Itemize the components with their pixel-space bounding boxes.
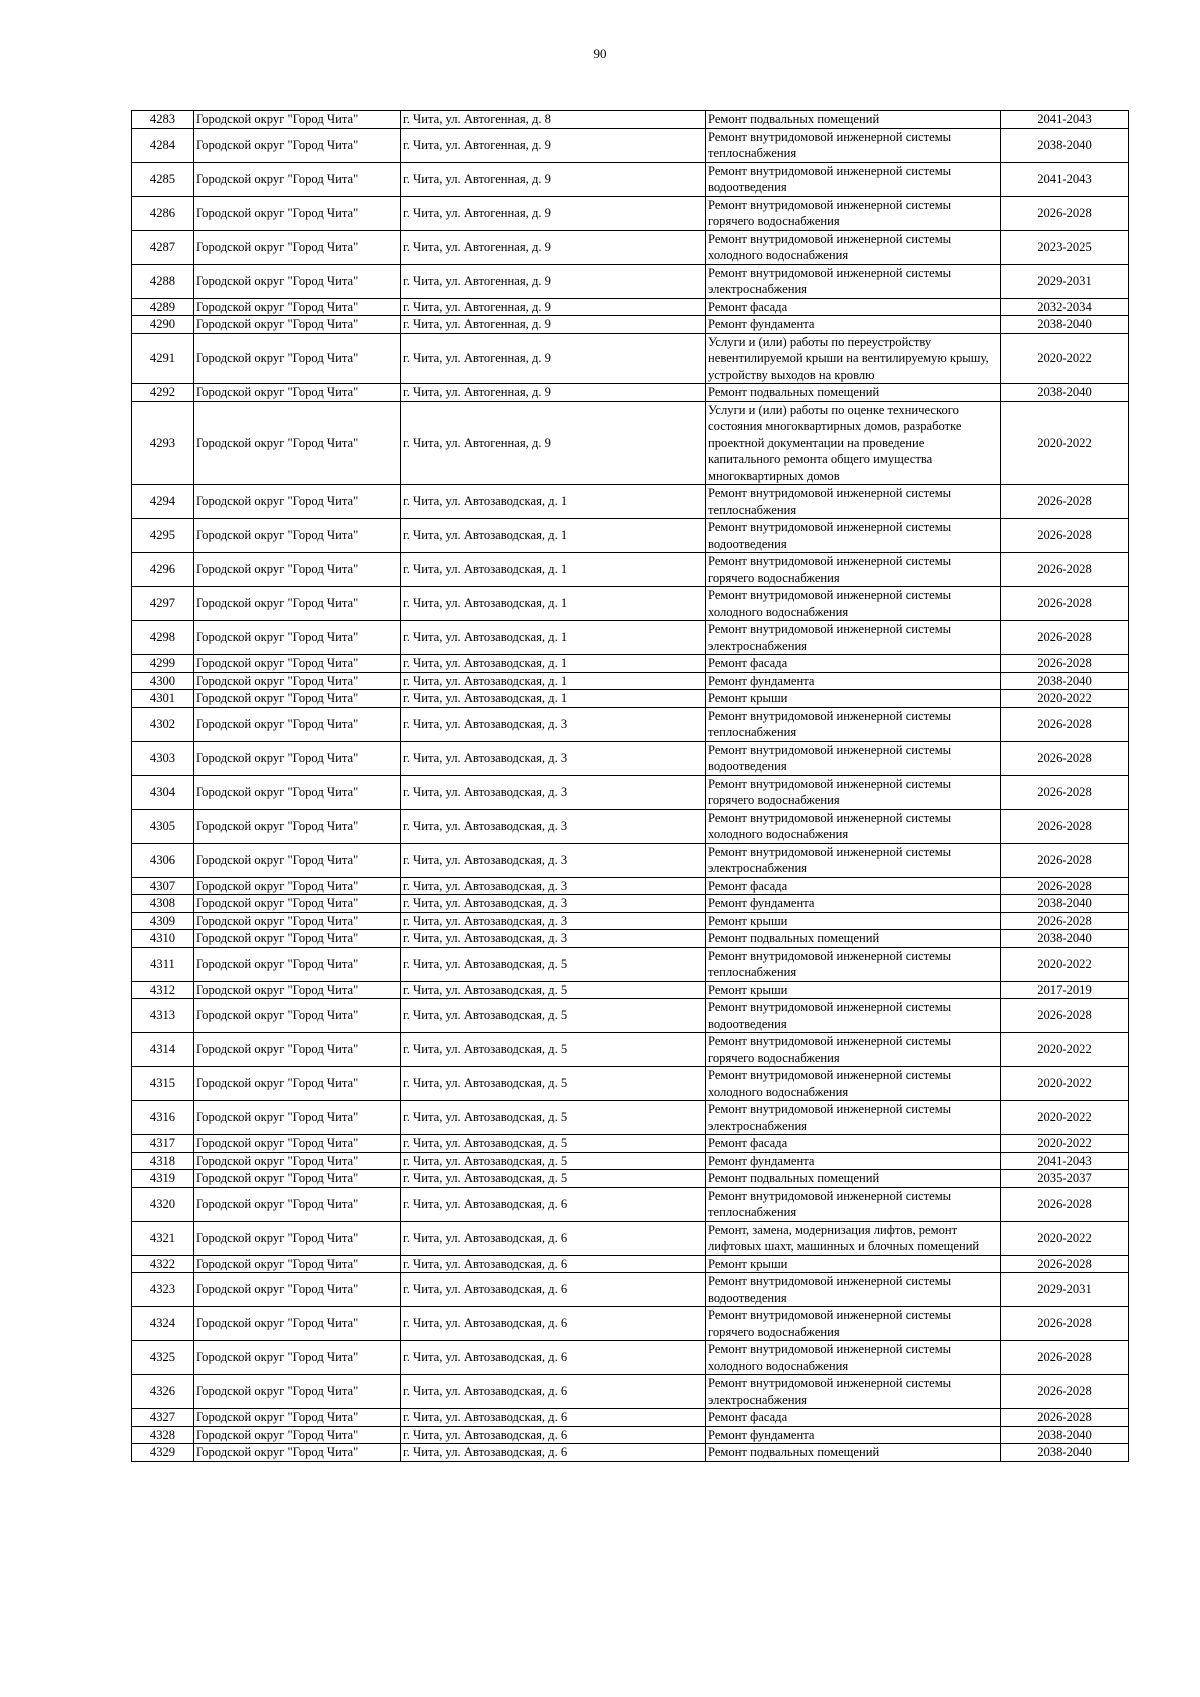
address-cell: г. Чита, ул. Автозаводская, д. 3 [401, 895, 706, 913]
municipality-cell: Городской округ "Город Чита" [194, 912, 401, 930]
period-cell: 2026-2028 [1001, 553, 1129, 587]
table-row [132, 775, 1129, 809]
row-number-cell: 4294 [132, 485, 194, 519]
work-type-cell: Ремонт внутридомовой инженерной системы электроснабжения [706, 1375, 1001, 1409]
work-type-cell: Ремонт внутридомовой инженерной системы холодного водоснабжения [706, 809, 1001, 843]
period-cell: 2026-2028 [1001, 519, 1129, 553]
row-number-cell: 4301 [132, 690, 194, 708]
address-cell: г. Чита, ул. Автозаводская, д. 3 [401, 930, 706, 948]
work-type-cell: Ремонт фундамента [706, 1152, 1001, 1170]
row-number-cell: 4295 [132, 519, 194, 553]
work-type-cell: Ремонт внутридомовой инженерной системы холодного водоснабжения [706, 587, 1001, 621]
period-cell: 2026-2028 [1001, 999, 1129, 1033]
table-body [132, 111, 1129, 1462]
table-row [132, 1426, 1129, 1444]
work-type-cell: Ремонт, замена, модернизация лифтов, ремонт лифтовых шахт, машинных и блочных помещений [706, 1221, 1001, 1255]
work-type-cell: Ремонт крыши [706, 912, 1001, 930]
period-cell: 2038-2040 [1001, 1426, 1129, 1444]
row-number-cell: 4298 [132, 621, 194, 655]
work-type-cell: Ремонт внутридомовой инженерной системы водоотведения [706, 1273, 1001, 1307]
municipality-cell: Городской округ "Город Чита" [194, 401, 401, 485]
work-type-cell: Ремонт внутридомовой инженерной системы электроснабжения [706, 264, 1001, 298]
table-row [132, 111, 1129, 129]
municipality-cell: Городской округ "Город Чита" [194, 809, 401, 843]
row-number-cell: 4288 [132, 264, 194, 298]
address-cell: г. Чита, ул. Автозаводская, д. 5 [401, 1170, 706, 1188]
table-row [132, 741, 1129, 775]
period-cell: 2038-2040 [1001, 672, 1129, 690]
work-type-cell: Ремонт внутридомовой инженерной системы электроснабжения [706, 1101, 1001, 1135]
row-number-cell: 4324 [132, 1307, 194, 1341]
period-cell: 2020-2022 [1001, 947, 1129, 981]
row-number-cell: 4308 [132, 895, 194, 913]
municipality-cell: Городской округ "Город Чита" [194, 981, 401, 999]
row-number-cell: 4289 [132, 298, 194, 316]
address-cell: г. Чита, ул. Автозаводская, д. 5 [401, 1067, 706, 1101]
municipality-cell: Городской округ "Город Чита" [194, 1152, 401, 1170]
table-row [132, 333, 1129, 384]
period-cell: 2020-2022 [1001, 690, 1129, 708]
address-cell: г. Чита, ул. Автозаводская, д. 6 [401, 1426, 706, 1444]
address-cell: г. Чита, ул. Автогенная, д. 9 [401, 333, 706, 384]
table-row [132, 1444, 1129, 1462]
row-number-cell: 4316 [132, 1101, 194, 1135]
address-cell: г. Чита, ул. Автогенная, д. 9 [401, 316, 706, 334]
period-cell: 2026-2028 [1001, 196, 1129, 230]
address-cell: г. Чита, ул. Автозаводская, д. 6 [401, 1307, 706, 1341]
table-row [132, 1273, 1129, 1307]
row-number-cell: 4302 [132, 707, 194, 741]
address-cell: г. Чита, ул. Автозаводская, д. 3 [401, 912, 706, 930]
municipality-cell: Городской округ "Город Чита" [194, 553, 401, 587]
row-number-cell: 4313 [132, 999, 194, 1033]
period-cell: 2026-2028 [1001, 707, 1129, 741]
table-row [132, 230, 1129, 264]
work-type-cell: Ремонт внутридомовой инженерной системы водоотведения [706, 741, 1001, 775]
table-row [132, 707, 1129, 741]
municipality-cell: Городской округ "Город Чита" [194, 1221, 401, 1255]
period-cell: 2041-2043 [1001, 1152, 1129, 1170]
address-cell: г. Чита, ул. Автозаводская, д. 1 [401, 672, 706, 690]
municipality-cell: Городской округ "Город Чита" [194, 1409, 401, 1427]
period-cell: 2023-2025 [1001, 230, 1129, 264]
municipality-cell: Городской округ "Город Чита" [194, 111, 401, 129]
work-type-cell: Ремонт подвальных помещений [706, 111, 1001, 129]
address-cell: г. Чита, ул. Автозаводская, д. 6 [401, 1221, 706, 1255]
table-row [132, 809, 1129, 843]
period-cell: 2026-2028 [1001, 775, 1129, 809]
work-type-cell: Ремонт подвальных помещений [706, 1444, 1001, 1462]
work-type-cell: Услуги и (или) работы по переустройству невентилируемой крыши на вентилируемую крышу, устройству выходов на кровлю [706, 333, 1001, 384]
work-type-cell: Ремонт фасада [706, 298, 1001, 316]
municipality-cell: Городской округ "Город Чита" [194, 1375, 401, 1409]
period-cell: 2026-2028 [1001, 741, 1129, 775]
address-cell: г. Чита, ул. Автозаводская, д. 1 [401, 587, 706, 621]
municipality-cell: Городской округ "Город Чита" [194, 707, 401, 741]
row-number-cell: 4287 [132, 230, 194, 264]
row-number-cell: 4293 [132, 401, 194, 485]
period-cell: 2026-2028 [1001, 843, 1129, 877]
municipality-cell: Городской округ "Город Чита" [194, 877, 401, 895]
address-cell: г. Чита, ул. Автогенная, д. 9 [401, 128, 706, 162]
work-type-cell: Ремонт внутридомовой инженерной системы водоотведения [706, 519, 1001, 553]
work-type-cell: Ремонт крыши [706, 1255, 1001, 1273]
table-row [132, 981, 1129, 999]
table-row [132, 912, 1129, 930]
municipality-cell: Городской округ "Город Чита" [194, 690, 401, 708]
address-cell: г. Чита, ул. Автозаводская, д. 5 [401, 981, 706, 999]
work-type-cell: Ремонт внутридомовой инженерной системы электроснабжения [706, 843, 1001, 877]
table-row [132, 1187, 1129, 1221]
work-type-cell: Ремонт фасада [706, 877, 1001, 895]
municipality-cell: Городской округ "Город Чита" [194, 655, 401, 673]
table-row [132, 264, 1129, 298]
table-row [132, 384, 1129, 402]
work-type-cell: Ремонт подвальных помещений [706, 384, 1001, 402]
work-type-cell: Ремонт фундамента [706, 895, 1001, 913]
municipality-cell: Городской округ "Город Чита" [194, 775, 401, 809]
row-number-cell: 4329 [132, 1444, 194, 1462]
table-row [132, 519, 1129, 553]
municipality-cell: Городской округ "Город Чита" [194, 1255, 401, 1273]
municipality-cell: Городской округ "Город Чита" [194, 587, 401, 621]
table-row [132, 877, 1129, 895]
row-number-cell: 4312 [132, 981, 194, 999]
work-type-cell: Ремонт внутридомовой инженерной системы горячего водоснабжения [706, 196, 1001, 230]
table-row [132, 587, 1129, 621]
municipality-cell: Городской округ "Город Чита" [194, 264, 401, 298]
period-cell: 2035-2037 [1001, 1170, 1129, 1188]
municipality-cell: Городской округ "Город Чита" [194, 672, 401, 690]
address-cell: г. Чита, ул. Автогенная, д. 9 [401, 384, 706, 402]
table-row [132, 1033, 1129, 1067]
municipality-cell: Городской округ "Город Чита" [194, 895, 401, 913]
table-row [132, 128, 1129, 162]
address-cell: г. Чита, ул. Автозаводская, д. 5 [401, 1101, 706, 1135]
period-cell: 2026-2028 [1001, 877, 1129, 895]
municipality-cell: Городской округ "Город Чита" [194, 1273, 401, 1307]
municipality-cell: Городской округ "Город Чита" [194, 1170, 401, 1188]
address-cell: г. Чита, ул. Автозаводская, д. 1 [401, 621, 706, 655]
row-number-cell: 4304 [132, 775, 194, 809]
row-number-cell: 4320 [132, 1187, 194, 1221]
address-cell: г. Чита, ул. Автозаводская, д. 3 [401, 809, 706, 843]
table-row [132, 843, 1129, 877]
work-type-cell: Ремонт крыши [706, 690, 1001, 708]
table-row [132, 672, 1129, 690]
municipality-cell: Городской округ "Город Чита" [194, 1187, 401, 1221]
period-cell: 2026-2028 [1001, 912, 1129, 930]
municipality-cell: Городской округ "Город Чита" [194, 519, 401, 553]
address-cell: г. Чита, ул. Автогенная, д. 9 [401, 230, 706, 264]
table-row [132, 690, 1129, 708]
work-type-cell: Ремонт внутридомовой инженерной системы холодного водоснабжения [706, 230, 1001, 264]
address-cell: г. Чита, ул. Автозаводская, д. 3 [401, 843, 706, 877]
row-number-cell: 4286 [132, 196, 194, 230]
work-type-cell: Ремонт фасада [706, 1135, 1001, 1153]
municipality-cell: Городской округ "Город Чита" [194, 843, 401, 877]
period-cell: 2026-2028 [1001, 1409, 1129, 1427]
municipality-cell: Городской округ "Город Чита" [194, 741, 401, 775]
table-row [132, 1341, 1129, 1375]
work-type-cell: Ремонт внутридомовой инженерной системы теплоснабжения [706, 947, 1001, 981]
period-cell: 2041-2043 [1001, 111, 1129, 129]
table-row [132, 1135, 1129, 1153]
address-cell: г. Чита, ул. Автозаводская, д. 6 [401, 1409, 706, 1427]
municipality-cell: Городской округ "Город Чита" [194, 1067, 401, 1101]
table-row [132, 1307, 1129, 1341]
work-type-cell: Ремонт подвальных помещений [706, 930, 1001, 948]
table-row [132, 655, 1129, 673]
municipality-cell: Городской округ "Город Чита" [194, 1101, 401, 1135]
period-cell: 2038-2040 [1001, 895, 1129, 913]
period-cell: 2026-2028 [1001, 1341, 1129, 1375]
table-row [132, 1152, 1129, 1170]
work-type-cell: Ремонт внутридомовой инженерной системы горячего водоснабжения [706, 775, 1001, 809]
municipality-cell: Городской округ "Город Чита" [194, 621, 401, 655]
table-row [132, 1067, 1129, 1101]
address-cell: г. Чита, ул. Автозаводская, д. 5 [401, 1152, 706, 1170]
municipality-cell: Городской округ "Город Чита" [194, 1444, 401, 1462]
row-number-cell: 4314 [132, 1033, 194, 1067]
address-cell: г. Чита, ул. Автозаводская, д. 5 [401, 1135, 706, 1153]
repair-schedule-table [131, 110, 1129, 1462]
row-number-cell: 4303 [132, 741, 194, 775]
address-cell: г. Чита, ул. Автозаводская, д. 6 [401, 1187, 706, 1221]
row-number-cell: 4299 [132, 655, 194, 673]
row-number-cell: 4300 [132, 672, 194, 690]
period-cell: 2020-2022 [1001, 1221, 1129, 1255]
period-cell: 2020-2022 [1001, 1135, 1129, 1153]
address-cell: г. Чита, ул. Автозаводская, д. 3 [401, 775, 706, 809]
municipality-cell: Городской округ "Город Чита" [194, 1307, 401, 1341]
work-type-cell: Ремонт крыши [706, 981, 1001, 999]
row-number-cell: 4285 [132, 162, 194, 196]
period-cell: 2020-2022 [1001, 1101, 1129, 1135]
period-cell: 2026-2028 [1001, 1255, 1129, 1273]
municipality-cell: Городской округ "Город Чита" [194, 1135, 401, 1153]
address-cell: г. Чита, ул. Автозаводская, д. 3 [401, 707, 706, 741]
row-number-cell: 4326 [132, 1375, 194, 1409]
row-number-cell: 4317 [132, 1135, 194, 1153]
address-cell: г. Чита, ул. Автозаводская, д. 3 [401, 741, 706, 775]
table-row [132, 298, 1129, 316]
period-cell: 2029-2031 [1001, 264, 1129, 298]
row-number-cell: 4319 [132, 1170, 194, 1188]
row-number-cell: 4310 [132, 930, 194, 948]
municipality-cell: Городской округ "Город Чита" [194, 316, 401, 334]
address-cell: г. Чита, ул. Автозаводская, д. 5 [401, 999, 706, 1033]
row-number-cell: 4283 [132, 111, 194, 129]
address-cell: г. Чита, ул. Автозаводская, д. 1 [401, 690, 706, 708]
row-number-cell: 4327 [132, 1409, 194, 1427]
period-cell: 2020-2022 [1001, 333, 1129, 384]
row-number-cell: 4321 [132, 1221, 194, 1255]
municipality-cell: Городской округ "Город Чита" [194, 333, 401, 384]
address-cell: г. Чита, ул. Автозаводская, д. 6 [401, 1273, 706, 1307]
row-number-cell: 4325 [132, 1341, 194, 1375]
municipality-cell: Городской округ "Город Чита" [194, 298, 401, 316]
period-cell: 2038-2040 [1001, 1444, 1129, 1462]
address-cell: г. Чита, ул. Автозаводская, д. 6 [401, 1255, 706, 1273]
row-number-cell: 4305 [132, 809, 194, 843]
period-cell: 2026-2028 [1001, 1307, 1129, 1341]
municipality-cell: Городской округ "Город Чита" [194, 1426, 401, 1444]
municipality-cell: Городской округ "Город Чита" [194, 384, 401, 402]
period-cell: 2026-2028 [1001, 1375, 1129, 1409]
address-cell: г. Чита, ул. Автогенная, д. 9 [401, 162, 706, 196]
row-number-cell: 4297 [132, 587, 194, 621]
row-number-cell: 4309 [132, 912, 194, 930]
work-type-cell: Ремонт внутридомовой инженерной системы теплоснабжения [706, 485, 1001, 519]
work-type-cell: Ремонт фасада [706, 655, 1001, 673]
row-number-cell: 4291 [132, 333, 194, 384]
period-cell: 2026-2028 [1001, 809, 1129, 843]
work-type-cell: Ремонт фундамента [706, 1426, 1001, 1444]
row-number-cell: 4323 [132, 1273, 194, 1307]
table-row [132, 553, 1129, 587]
table-row [132, 930, 1129, 948]
table-row [132, 895, 1129, 913]
row-number-cell: 4306 [132, 843, 194, 877]
municipality-cell: Городской округ "Город Чита" [194, 1033, 401, 1067]
period-cell: 2020-2022 [1001, 1033, 1129, 1067]
address-cell: г. Чита, ул. Автозаводская, д. 1 [401, 553, 706, 587]
address-cell: г. Чита, ул. Автогенная, д. 9 [401, 196, 706, 230]
address-cell: г. Чита, ул. Автозаводская, д. 5 [401, 947, 706, 981]
table-row [132, 621, 1129, 655]
period-cell: 2038-2040 [1001, 128, 1129, 162]
work-type-cell: Ремонт фасада [706, 1409, 1001, 1427]
table-row [132, 196, 1129, 230]
row-number-cell: 4318 [132, 1152, 194, 1170]
address-cell: г. Чита, ул. Автозаводская, д. 1 [401, 655, 706, 673]
period-cell: 2038-2040 [1001, 316, 1129, 334]
period-cell: 2026-2028 [1001, 587, 1129, 621]
period-cell: 2041-2043 [1001, 162, 1129, 196]
work-type-cell: Ремонт внутридомовой инженерной системы теплоснабжения [706, 128, 1001, 162]
work-type-cell: Ремонт внутридомовой инженерной системы горячего водоснабжения [706, 1033, 1001, 1067]
work-type-cell: Ремонт внутридомовой инженерной системы холодного водоснабжения [706, 1067, 1001, 1101]
municipality-cell: Городской округ "Город Чита" [194, 947, 401, 981]
address-cell: г. Чита, ул. Автогенная, д. 9 [401, 264, 706, 298]
row-number-cell: 4307 [132, 877, 194, 895]
row-number-cell: 4296 [132, 553, 194, 587]
period-cell: 2032-2034 [1001, 298, 1129, 316]
address-cell: г. Чита, ул. Автозаводская, д. 6 [401, 1375, 706, 1409]
work-type-cell: Ремонт внутридомовой инженерной системы горячего водоснабжения [706, 553, 1001, 587]
address-cell: г. Чита, ул. Автозаводская, д. 3 [401, 877, 706, 895]
table-row [132, 1409, 1129, 1427]
page-number: 90 [593, 46, 607, 61]
table-row [132, 1221, 1129, 1255]
table-row [132, 999, 1129, 1033]
table-row [132, 1255, 1129, 1273]
address-cell: г. Чита, ул. Автогенная, д. 8 [401, 111, 706, 129]
work-type-cell: Ремонт внутридомовой инженерной системы водоотведения [706, 999, 1001, 1033]
municipality-cell: Городской округ "Город Чита" [194, 999, 401, 1033]
period-cell: 2020-2022 [1001, 1067, 1129, 1101]
period-cell: 2026-2028 [1001, 485, 1129, 519]
table-row [132, 1375, 1129, 1409]
municipality-cell: Городской округ "Город Чита" [194, 162, 401, 196]
address-cell: г. Чита, ул. Автозаводская, д. 1 [401, 519, 706, 553]
address-cell: г. Чита, ул. Автозаводская, д. 6 [401, 1444, 706, 1462]
table-row [132, 401, 1129, 485]
row-number-cell: 4311 [132, 947, 194, 981]
work-type-cell: Ремонт фундамента [706, 672, 1001, 690]
period-cell: 2026-2028 [1001, 655, 1129, 673]
period-cell: 2017-2019 [1001, 981, 1129, 999]
address-cell: г. Чита, ул. Автозаводская, д. 1 [401, 485, 706, 519]
municipality-cell: Городской округ "Город Чита" [194, 1341, 401, 1375]
table-row [132, 1170, 1129, 1188]
period-cell: 2038-2040 [1001, 384, 1129, 402]
municipality-cell: Городской округ "Город Чита" [194, 230, 401, 264]
work-type-cell: Ремонт внутридомовой инженерной системы холодного водоснабжения [706, 1341, 1001, 1375]
work-type-cell: Услуги и (или) работы по оценке технического состояния многоквартирных домов, разработке проектной документации на проведение капитального ремонта общего имущества многоквартирных домов [706, 401, 1001, 485]
row-number-cell: 4315 [132, 1067, 194, 1101]
table-row [132, 316, 1129, 334]
address-cell: г. Чита, ул. Автогенная, д. 9 [401, 401, 706, 485]
work-type-cell: Ремонт внутридомовой инженерной системы водоотведения [706, 162, 1001, 196]
period-cell: 2038-2040 [1001, 930, 1129, 948]
table-row [132, 162, 1129, 196]
period-cell: 2020-2022 [1001, 401, 1129, 485]
municipality-cell: Городской округ "Город Чита" [194, 485, 401, 519]
municipality-cell: Городской округ "Город Чита" [194, 128, 401, 162]
table-row [132, 947, 1129, 981]
work-type-cell: Ремонт фундамента [706, 316, 1001, 334]
address-cell: г. Чита, ул. Автогенная, д. 9 [401, 298, 706, 316]
table-row [132, 485, 1129, 519]
row-number-cell: 4284 [132, 128, 194, 162]
period-cell: 2026-2028 [1001, 621, 1129, 655]
municipality-cell: Городской округ "Город Чита" [194, 930, 401, 948]
work-type-cell: Ремонт внутридомовой инженерной системы электроснабжения [706, 621, 1001, 655]
row-number-cell: 4322 [132, 1255, 194, 1273]
table-row [132, 1101, 1129, 1135]
row-number-cell: 4292 [132, 384, 194, 402]
address-cell: г. Чита, ул. Автозаводская, д. 5 [401, 1033, 706, 1067]
period-cell: 2029-2031 [1001, 1273, 1129, 1307]
work-type-cell: Ремонт подвальных помещений [706, 1170, 1001, 1188]
work-type-cell: Ремонт внутридомовой инженерной системы горячего водоснабжения [706, 1307, 1001, 1341]
period-cell: 2026-2028 [1001, 1187, 1129, 1221]
row-number-cell: 4328 [132, 1426, 194, 1444]
work-type-cell: Ремонт внутридомовой инженерной системы теплоснабжения [706, 707, 1001, 741]
work-type-cell: Ремонт внутридомовой инженерной системы теплоснабжения [706, 1187, 1001, 1221]
municipality-cell: Городской округ "Город Чита" [194, 196, 401, 230]
row-number-cell: 4290 [132, 316, 194, 334]
address-cell: г. Чита, ул. Автозаводская, д. 6 [401, 1341, 706, 1375]
